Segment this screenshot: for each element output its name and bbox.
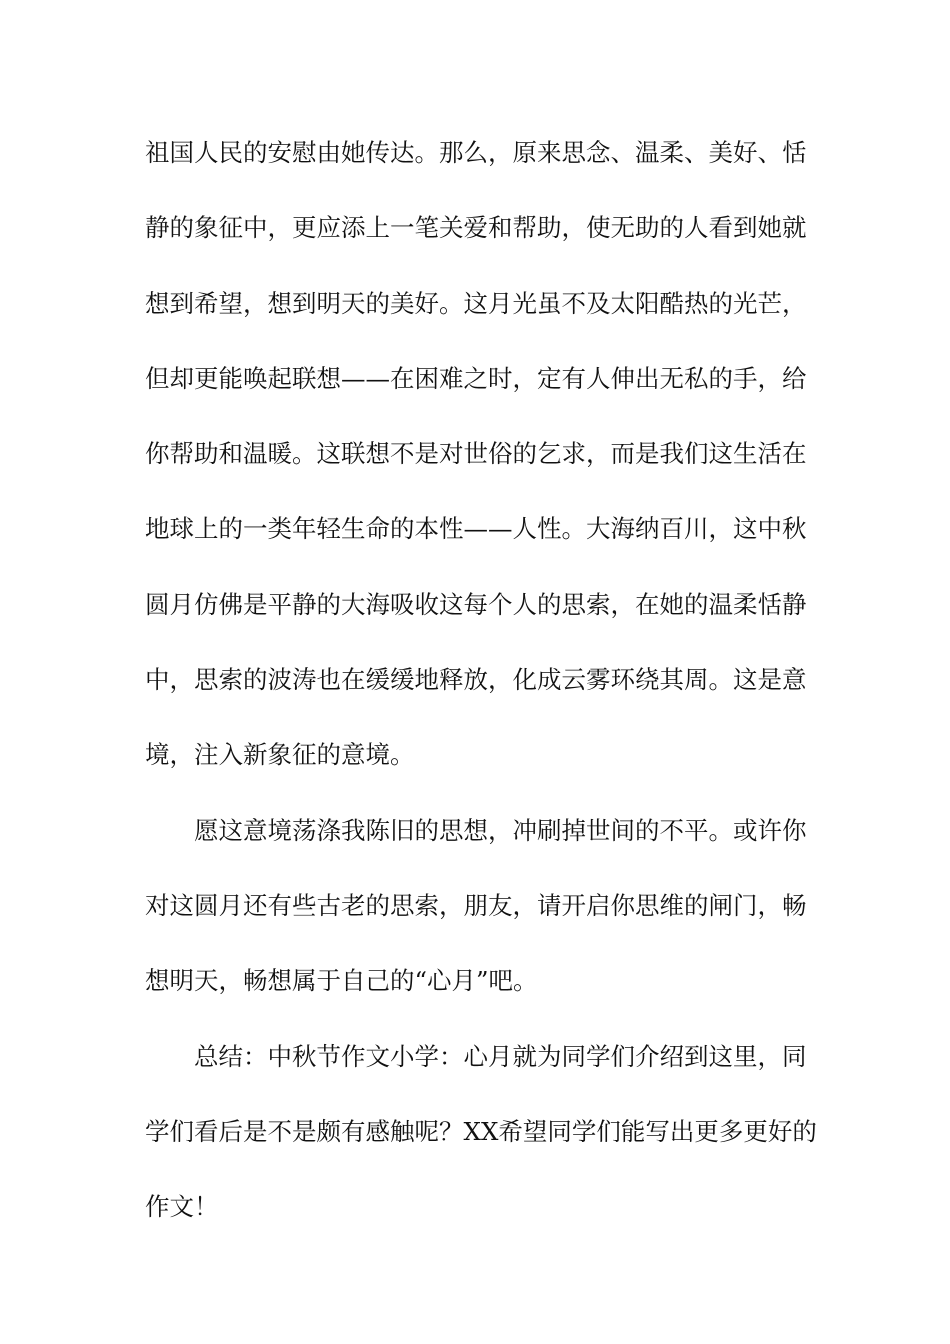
paragraph-2-line-3: 想明天，畅想属于自己的“心月”吧。 [145, 966, 538, 996]
paragraph-3-line-1: 总结：中秋节作文小学：心月就为同学们介绍到这里，同 [194, 1041, 807, 1071]
paragraph-3-line-3: 作文！ [145, 1192, 219, 1222]
paragraph-1-line-7: 圆月仿佛是平静的大海吸收这每个人的思索，在她的温柔恬静 [145, 589, 807, 619]
paragraph-2-line-2: 对这圆月还有些古老的思索，朋友，请开启你思维的闸门，畅 [145, 890, 807, 920]
paragraph-1-line-4: 但却更能唤起联想——在困难之时，定有人伸出无私的手，给 [145, 363, 807, 393]
paragraph-1-line-9: 境，注入新象征的意境。 [145, 740, 415, 770]
paragraph-1-line-3: 想到希望，想到明天的美好。这月光虽不及太阳酷热的光芒， [145, 288, 807, 318]
paragraph-1-line-6: 地球上的一类年轻生命的本性——人性。大海纳百川，这中秋 [145, 514, 807, 544]
paragraph-1-line-1: 祖国人民的安慰由她传达。那么，原来思念、温柔、美好、恬 [145, 138, 807, 167]
paragraph-3-line-2: 学们看后是不是颇有感触呢？XX希望同学们能写出更多更好的 [145, 1116, 817, 1146]
document-body [145, 128, 817, 1257]
paragraph-1-line-5: 你帮助和温暖。这联想不是对世俗的乞求，而是我们这生活在 [145, 439, 807, 469]
paragraph-2-line-1: 愿这意境荡涤我陈旧的思想，冲刷掉世间的不平。或许你 [194, 815, 807, 845]
paragraph-1-line-2: 静的象征中，更应添上一笔关爱和帮助，使无助的人看到她就 [145, 213, 807, 243]
paragraph-1-line-8: 中，思索的波涛也在缓缓地释放，化成云雾环绕其周。这是意 [145, 665, 807, 695]
